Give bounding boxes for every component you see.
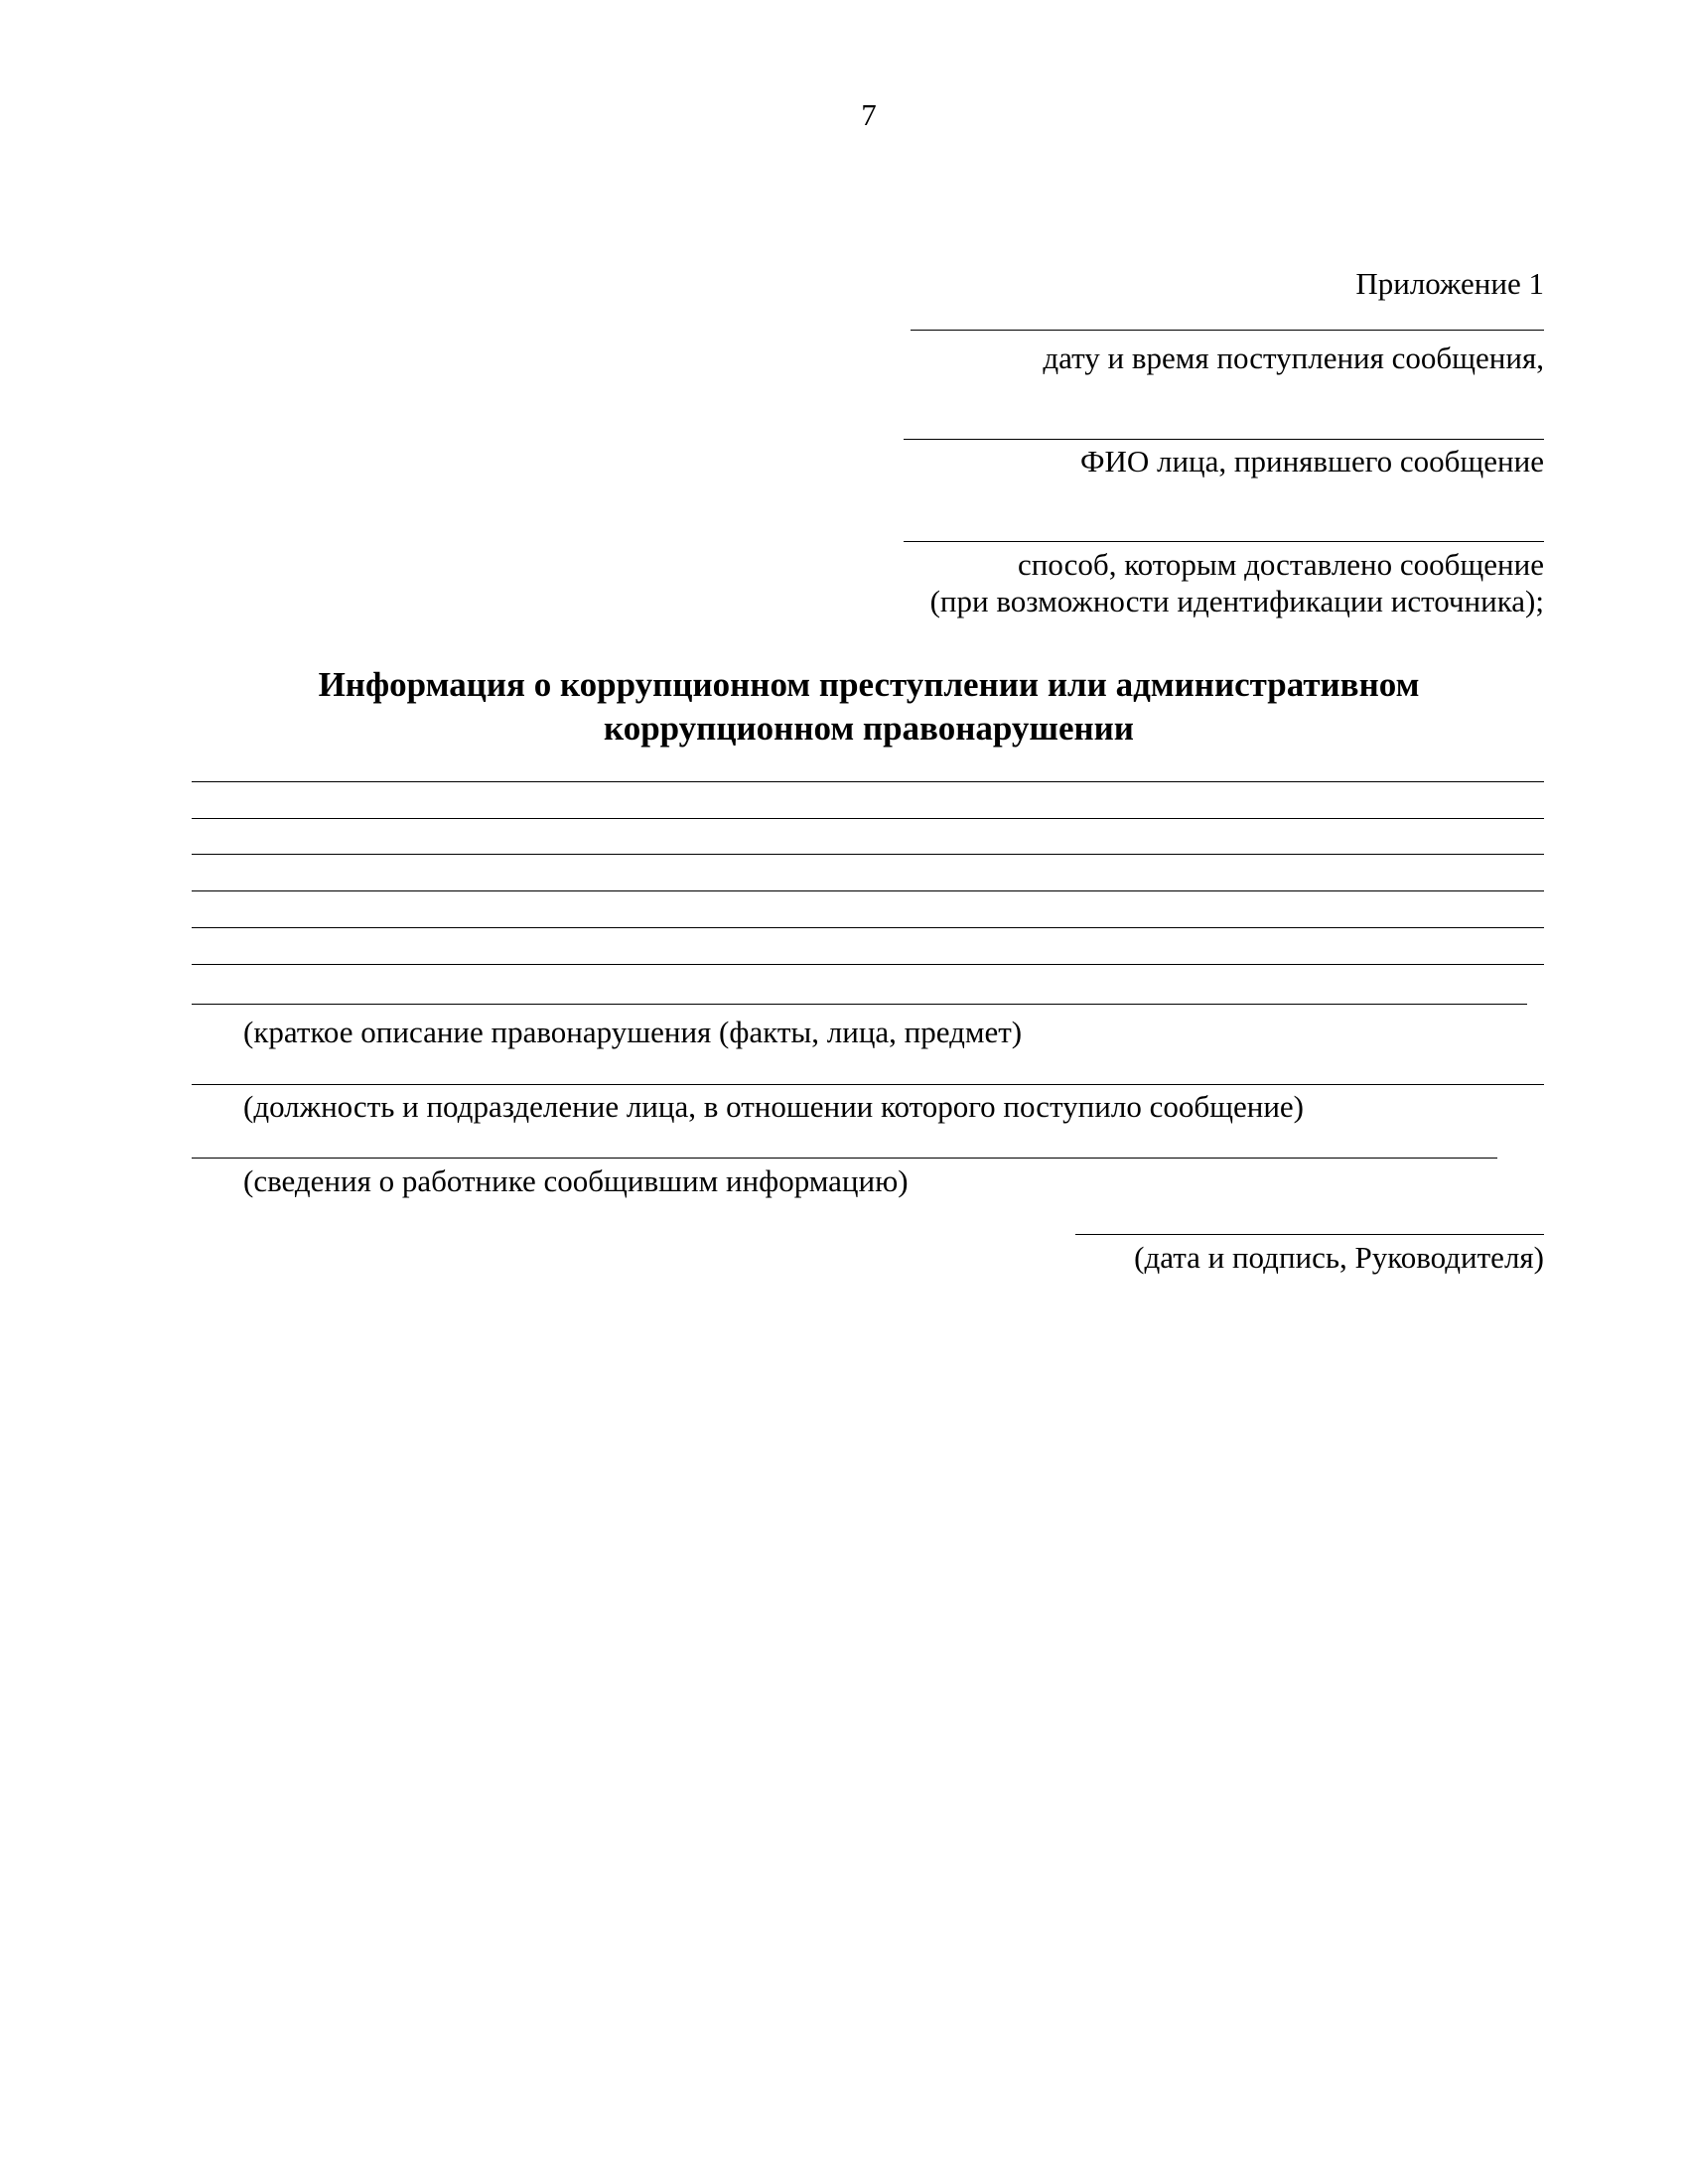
date-time-caption: дату и время поступления сообщения, — [1043, 341, 1544, 375]
page-number: 7 — [861, 97, 877, 132]
blank-line[interactable] — [192, 964, 1544, 965]
position-field-line[interactable] — [192, 1084, 1544, 1085]
blank-line[interactable] — [192, 781, 1544, 782]
reporter-caption: (сведения о работнике сообщившим информацию) — [243, 1163, 909, 1198]
receiver-name-caption: ФИО лица, принявшего сообщение — [1079, 444, 1544, 478]
date-time-field-line[interactable] — [911, 330, 1544, 331]
blank-line[interactable] — [192, 1004, 1527, 1005]
document-title-line1: Информация о коррупционном преступлении или административном — [318, 665, 1420, 704]
blank-line[interactable] — [192, 890, 1544, 891]
document-title-line2: коррупционном правонарушении — [604, 709, 1134, 748]
description-caption: (краткое описание правонарушения (факты, лица, предмет) — [243, 1015, 1023, 1049]
reporter-field-line[interactable] — [192, 1158, 1497, 1159]
delivery-method-caption: способ, которым доставлено сообщение — [1018, 547, 1544, 582]
signature-field-line[interactable] — [1075, 1234, 1544, 1235]
position-caption: (должность и подразделение лица, в отношении которого поступило сообщение) — [243, 1089, 1305, 1124]
receiver-name-field-line[interactable] — [904, 439, 1544, 440]
signature-caption: (дата и подпись, Руководителя) — [1134, 1240, 1544, 1275]
blank-line[interactable] — [192, 927, 1544, 928]
blank-line[interactable] — [192, 818, 1544, 819]
delivery-method-caption-note: (при возможности идентификации источника); — [929, 584, 1544, 618]
delivery-method-field-line[interactable] — [904, 541, 1544, 542]
blank-line[interactable] — [192, 854, 1544, 855]
appendix-label: Приложение 1 — [1355, 266, 1544, 301]
